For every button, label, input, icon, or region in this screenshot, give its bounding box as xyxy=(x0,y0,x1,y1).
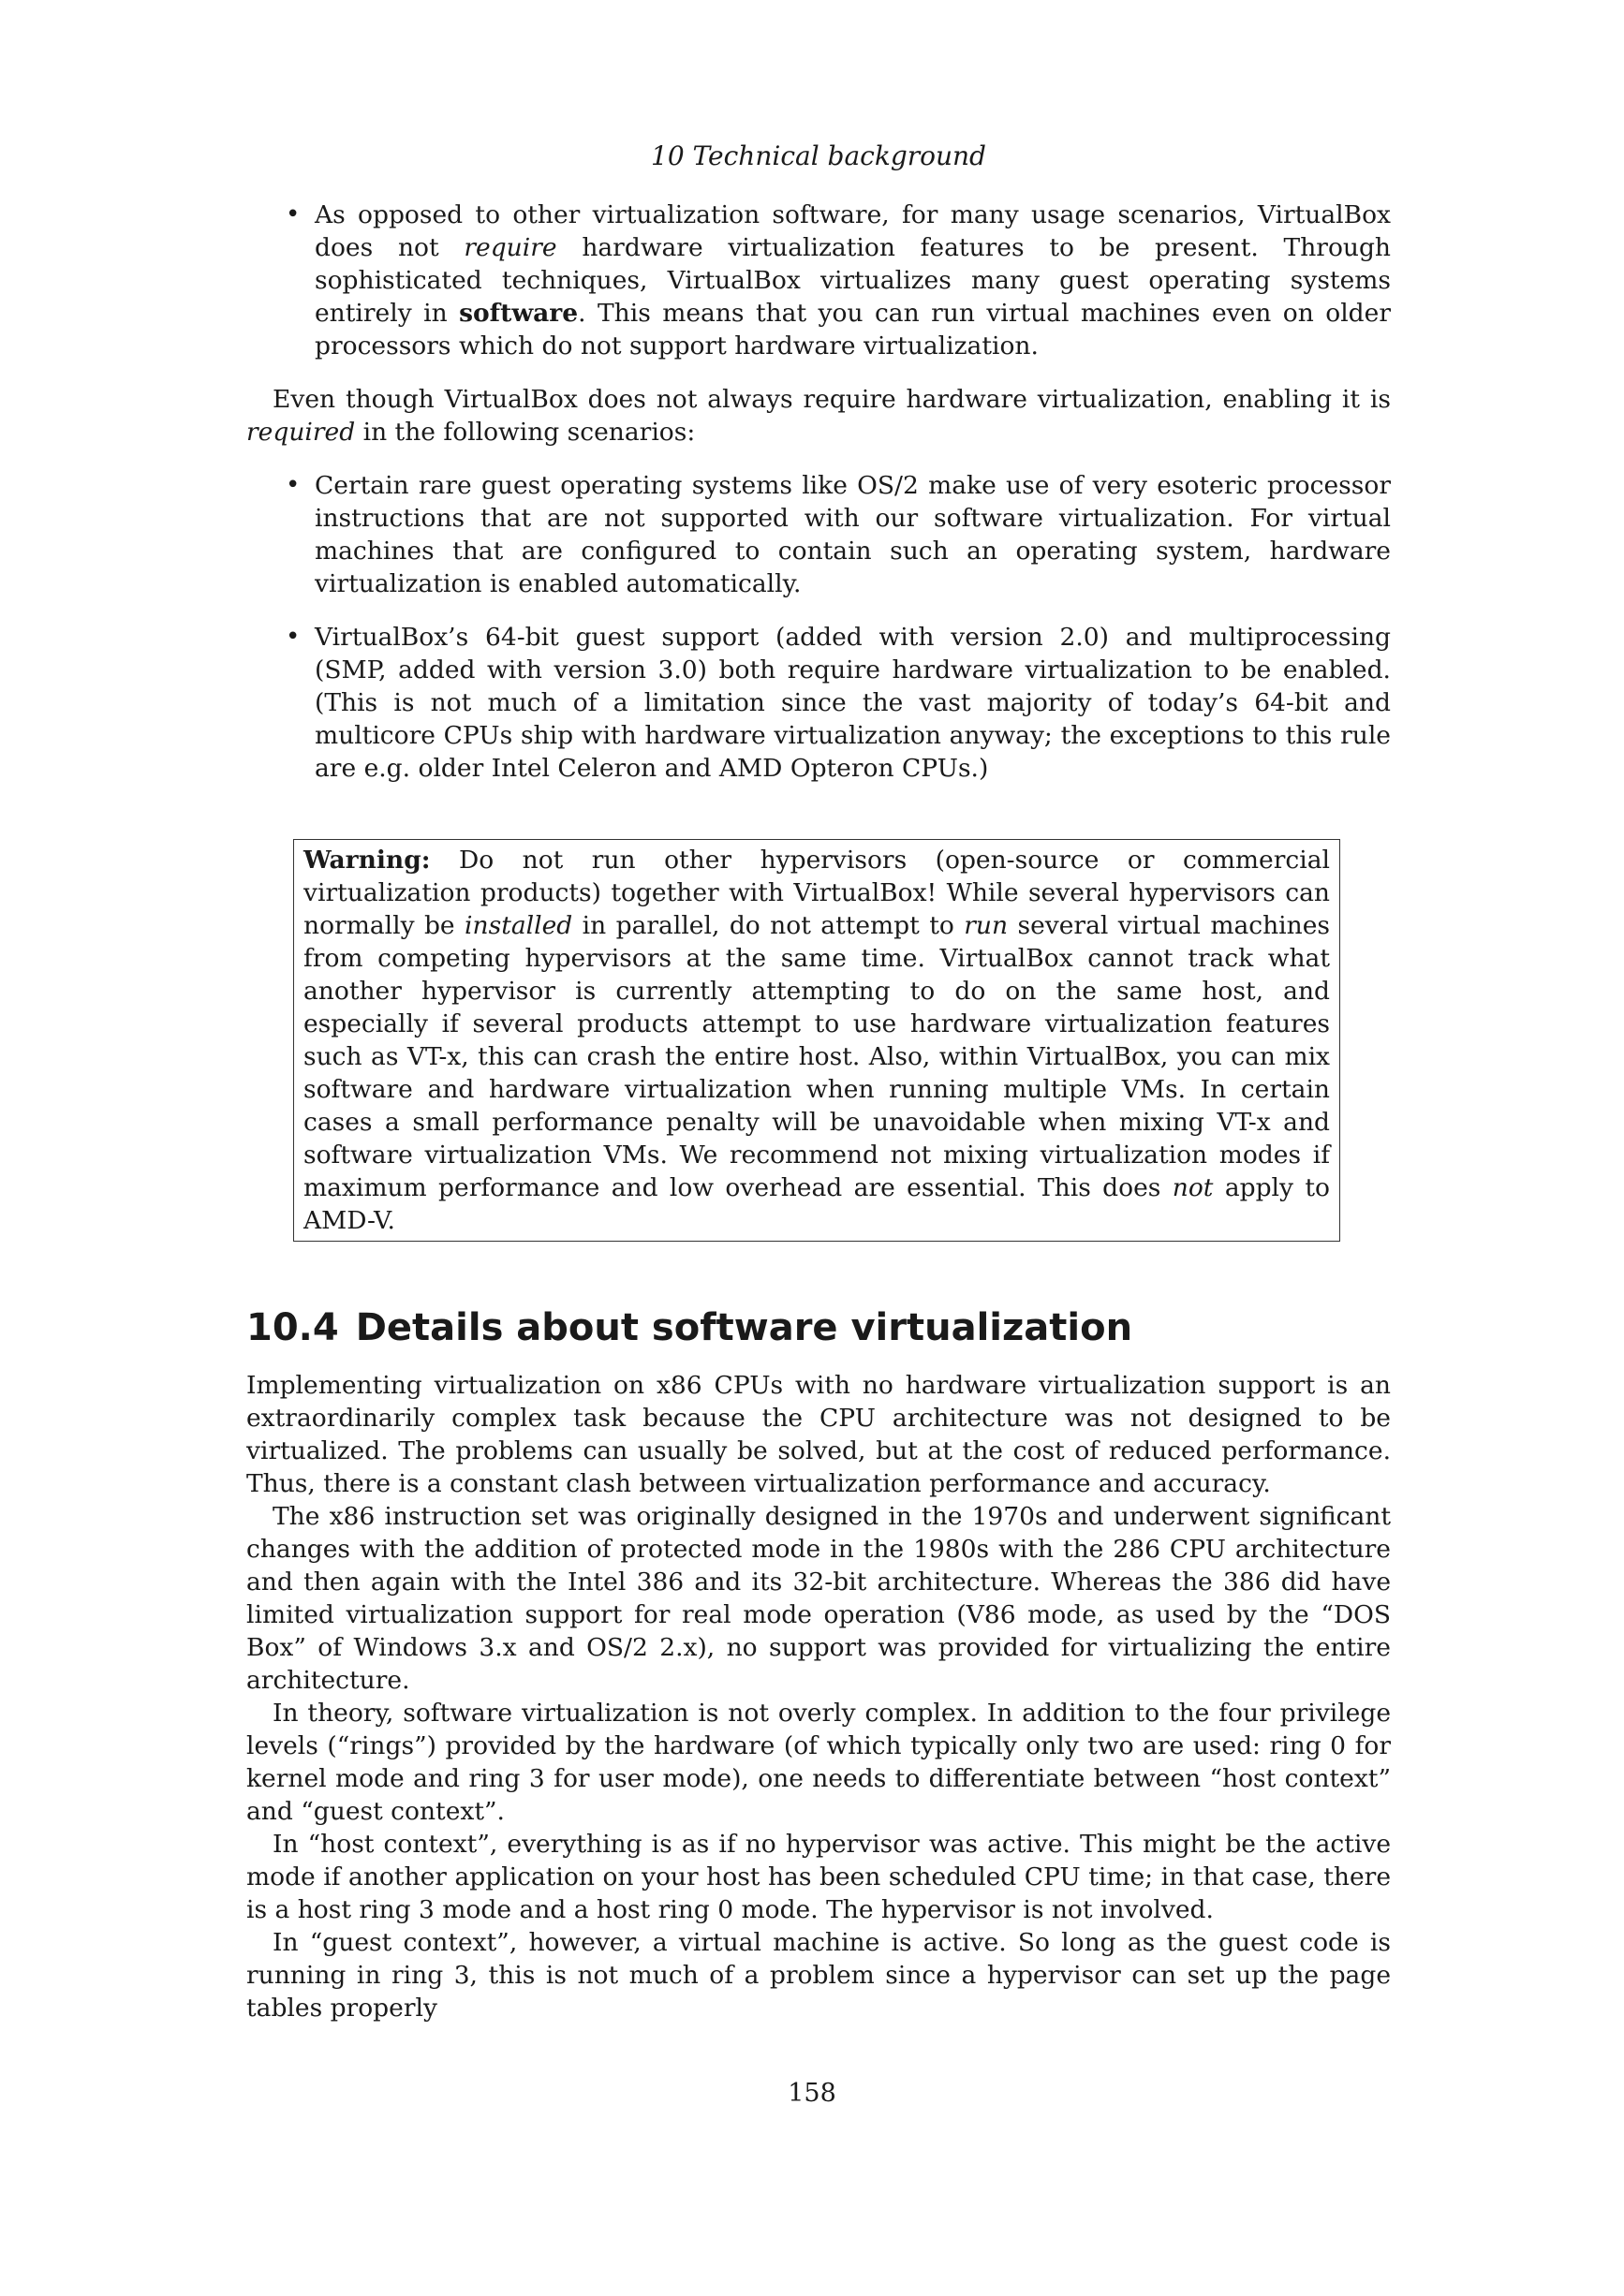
body-paragraph: In “guest context”, however, a virtual machine is active. So long as the guest code is running in ring 3, this is not much of a problem since a hypervisor can set up the page tables properly xyxy=(246,1928,1391,2023)
text-run: Even though VirtualBox does not always require hardware virtualization, enabling it is xyxy=(273,385,1391,414)
section-title: Details about software virtualization xyxy=(355,1306,1133,1349)
emphasis-text: require xyxy=(464,233,557,262)
text-run: several virtual machines from competing hypervisors at the same time. VirtualBox cannot track what another hypervisor is currently attempting to do on the same host, and especially if several products attempt to use hardware virtualization features such as VT-x, this can crash the entire host. Also, within VirtualBox, you can mix software and hardware virtualization when running multiple VMs. In certain cases a small performance penalty will be unavoidable when mixing VT-x and software virtualization VMs. We recommend not mixing virtualization modes if maximum performance and low overhead are essential. This does xyxy=(303,911,1330,1202)
text-run: apply to AMD-V. xyxy=(303,1173,1330,1235)
bullet-list-scenarios xyxy=(246,469,1391,785)
bullet-icon: • xyxy=(286,200,301,228)
emphasis-text: not xyxy=(1172,1173,1214,1202)
body-paragraph: In “host context”, everything is as if no hypervisor was active. This might be the active mode if another application on your host has been scheduled CPU time; in that case, there is a host ring 3 mode and a host ring 0 mode. The hypervisor is not involved. xyxy=(246,1830,1391,1924)
section-heading xyxy=(246,1305,1391,1350)
bullet-list-software xyxy=(246,199,1391,362)
page-number: 158 xyxy=(788,2079,836,2108)
body-paragraph: Implementing virtualization on x86 CPUs with no hardware virtualization support is an extraordinarily complex task because the CPU architecture was not designed to be virtualized. The problems can usually be solved, but at the cost of reduced performance. Thus, there is a constant clash between virtualization performance and accuracy. xyxy=(246,1371,1391,1498)
text-run: Do not run other hypervisors (open-source or commercial virtualization products) together with VirtualBox! While several hypervisors can normally be xyxy=(303,846,1330,940)
bold-text: software xyxy=(459,299,579,328)
bullet-item xyxy=(246,469,1391,600)
section-number: 10.4 xyxy=(246,1306,339,1349)
bullet-item xyxy=(246,621,1391,785)
emphasis-text: required xyxy=(246,418,356,447)
bullet-icon: • xyxy=(286,471,301,499)
paragraph-required xyxy=(246,383,1391,449)
warning-label: Warning: xyxy=(303,846,431,875)
text-run: in parallel, do not attempt to xyxy=(572,911,965,940)
body-paragraph: In theory, software virtualization is not overly complex. In addition to the four privilege levels (“rings”) provided by the hardware (of which typically only two are used: ring 0 for kernel mode and ring 3 for user mode), one needs to differentiate between “host context” and “guest context”. xyxy=(246,1699,1391,1826)
running-header: 10 Technical background xyxy=(651,140,986,171)
text-run: hardware virtualization features to be present. Through sophisticated techniques, VirtualBox virtualizes many guest operating systems entirely in xyxy=(315,233,1391,328)
emphasis-text: run xyxy=(964,911,1009,940)
bullet-text: Certain rare guest operating systems like OS/2 make use of very esoteric processor instructions that are not supported with our software virtualization. For virtual machines that are configured to contain such an operating system, hardware virtualization is enabled automatically. xyxy=(315,471,1391,598)
emphasis-text: installed xyxy=(465,911,573,940)
bullet-item xyxy=(246,199,1391,362)
document-page xyxy=(246,140,1391,2024)
text-run: . This means that you can run virtual machines even on older processors which do not support hardware virtualization. xyxy=(315,299,1391,361)
text-run: in the following scenarios: xyxy=(355,418,696,447)
body-paragraph: The x86 instruction set was originally designed in the 1970s and underwent significant changes with the addition of protected mode in the 1980s with the 286 CPU architecture and then again with the Intel 386 and its 32-bit architecture. Whereas the 386 did have limited virtualization support for real mode operation (V86 mode, as used by the “DOS Box” of Windows 3.x and OS/2 2.x), no support was provided for virtualizing the entire architecture. xyxy=(246,1502,1391,1695)
warning-box xyxy=(293,839,1340,1242)
bullet-text: VirtualBox’s 64-bit guest support (added with version 2.0) and multiprocessing (SMP, added with version 3.0) both require hardware virtualization to be enabled. (This is not much of a limitation since the vast majority of today’s 64-bit and multicore CPUs ship with hardware virtualization anyway; the exceptions to this rule are e.g. older Intel Celeron and AMD Opteron CPUs.) xyxy=(315,623,1391,783)
bullet-icon: • xyxy=(286,623,301,651)
text-run: As opposed to other virtualization software, for many usage scenarios, VirtualBox does not xyxy=(315,200,1391,262)
